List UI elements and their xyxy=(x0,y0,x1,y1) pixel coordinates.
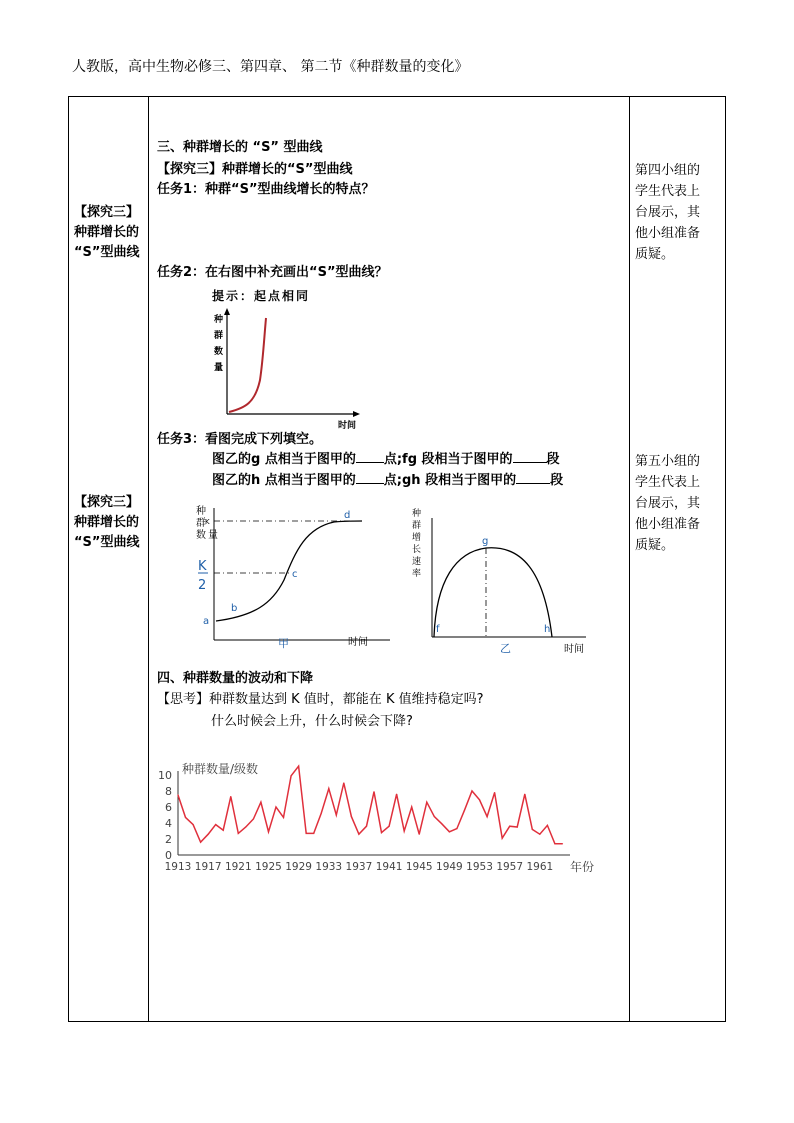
data-point xyxy=(396,794,397,795)
x-tick-label: 1953 xyxy=(466,861,493,873)
x-tick-label: 1933 xyxy=(315,861,343,873)
section-label-1: 【探究三】 种群增长的 “S”型曲线 xyxy=(74,205,140,260)
data-point xyxy=(177,794,178,795)
data-point xyxy=(313,833,314,834)
growth-rate-curve xyxy=(434,548,552,637)
series-line xyxy=(178,766,563,844)
figure-jia xyxy=(194,500,400,656)
data-point xyxy=(456,828,457,829)
y-tick-label: 4 xyxy=(165,817,172,830)
x-tick-label: 1937 xyxy=(345,861,373,873)
data-point xyxy=(306,833,307,834)
point-d: d xyxy=(344,510,351,521)
data-point xyxy=(223,830,224,831)
y-label-char: 群 xyxy=(196,518,206,529)
data-point xyxy=(381,832,382,833)
x-tick-label: 1961 xyxy=(526,861,554,873)
column-divider xyxy=(148,97,149,1021)
data-point xyxy=(358,834,359,835)
think-line-1: 【思考】种群数量达到 K 值时，都能在 K 值维持稳定吗? xyxy=(157,692,484,707)
y-label-char: 种 xyxy=(214,315,224,325)
x-label: 时间 xyxy=(348,637,368,648)
y-label-char: 数 xyxy=(196,530,206,541)
data-point xyxy=(494,792,495,793)
x-tick-label: 1949 xyxy=(436,861,463,873)
data-point xyxy=(343,782,344,783)
blank-field[interactable] xyxy=(516,483,550,484)
x-axis-label: 年份 xyxy=(570,860,595,874)
data-point xyxy=(547,825,548,826)
task1-text: 任务1：种群“S”型曲线增长的特点？ xyxy=(157,182,375,197)
data-point xyxy=(200,842,201,843)
data-point xyxy=(253,818,254,819)
hint-text: 提示：起点相同 xyxy=(212,289,311,303)
point-a: a xyxy=(203,616,210,627)
data-point xyxy=(245,826,246,827)
s-curve xyxy=(216,521,362,621)
data-point xyxy=(411,806,412,807)
inquiry-title: 【探究三】种群增长的“S”型曲线 xyxy=(157,162,353,177)
x-tick-label: 1913 xyxy=(164,861,192,873)
k-half-denominator: 2 xyxy=(198,578,207,593)
y-tick-label: 8 xyxy=(165,785,172,798)
fill-line-2: 图乙的h 点相当于图甲的 点;gh 段相当于图甲的 段 xyxy=(212,473,564,488)
data-point xyxy=(290,775,291,776)
section4-title: 四、种群数量的波动和下降 xyxy=(157,671,314,686)
y-label-char: 群 xyxy=(412,521,422,531)
k-tick-label: K xyxy=(205,518,210,526)
data-point xyxy=(486,816,487,817)
data-point xyxy=(479,799,480,800)
group-note-2: 第五小组的 学生代表上 台展示，其 他小组准备 质疑。 xyxy=(635,454,701,553)
data-point xyxy=(275,806,276,807)
data-point xyxy=(336,814,337,815)
section-label-2: 【探究三】 种群增长的 “S”型曲线 xyxy=(74,495,140,550)
data-point xyxy=(532,829,533,830)
data-point xyxy=(283,817,284,818)
data-point xyxy=(502,838,503,839)
x-tick-label: 1917 xyxy=(194,861,222,873)
y-label-char: 群 xyxy=(214,331,224,341)
data-point xyxy=(268,831,269,832)
chart-title: 种群数量/级数 xyxy=(182,762,259,776)
population-fluctuation-chart xyxy=(150,756,600,878)
data-point xyxy=(419,834,420,835)
data-point xyxy=(562,843,563,844)
data-point xyxy=(449,831,450,832)
figure-caption-jia: 甲 xyxy=(278,637,289,650)
x-tick-labels xyxy=(165,861,554,873)
data-point xyxy=(208,834,209,835)
j-curve xyxy=(229,318,266,412)
point-g: g xyxy=(482,536,489,547)
y-tick-label: 2 xyxy=(165,833,172,846)
point-h: h xyxy=(544,624,551,635)
data-point xyxy=(404,830,405,831)
column-divider xyxy=(629,97,630,1021)
data-point xyxy=(260,802,261,803)
data-point xyxy=(464,810,465,811)
x-label: 时间 xyxy=(338,421,357,430)
group-note-1: 第四小组的 学生代表上 台展示，其 他小组准备 质疑。 xyxy=(635,163,701,262)
document-header: 人教版，高中生物必修三、第四章、 第二节《种群数量的变化》 xyxy=(72,59,469,75)
x-axis-arrow xyxy=(353,411,360,417)
task3-text: 任务3：看图完成下列填空。 xyxy=(157,432,323,447)
y-label-char: 速 xyxy=(412,557,422,567)
y-label-char: 数 xyxy=(214,347,224,357)
think-line-2: 什么时候会上升，什么时候会下降? xyxy=(211,714,413,729)
y-label-char: 量 xyxy=(208,530,218,541)
y-tick-label: 0 xyxy=(165,849,172,862)
x-tick-label: 1945 xyxy=(405,861,433,873)
data-point xyxy=(539,834,540,835)
point-f: f xyxy=(436,624,440,635)
x-tick-label: 1941 xyxy=(375,861,403,873)
data-point xyxy=(366,826,367,827)
y-tick-label: 6 xyxy=(165,801,172,814)
data-point xyxy=(426,802,427,803)
x-tick-label: 1957 xyxy=(496,861,524,873)
point-c: c xyxy=(292,569,298,580)
data-point xyxy=(524,794,525,795)
y-tick-label: 10 xyxy=(158,769,172,782)
data-point xyxy=(185,817,186,818)
y-label-char: 种 xyxy=(412,509,422,519)
data-point xyxy=(517,826,518,827)
fill-line-1: 图乙的g 点相当于图甲的 点;fg 段相当于图甲的 段 xyxy=(212,452,560,467)
y-label-char: 率 xyxy=(412,569,422,579)
data-point xyxy=(471,790,472,791)
figure-caption-yi: 乙 xyxy=(500,642,511,655)
y-label-char: 量 xyxy=(214,363,224,373)
data-point xyxy=(238,833,239,834)
data-point xyxy=(434,816,435,817)
figure-yi xyxy=(406,500,592,656)
blank-field[interactable] xyxy=(513,462,547,463)
data-point xyxy=(351,816,352,817)
section3-title: 三、种群增长的 “S” 型曲线 xyxy=(157,140,323,155)
y-tick-labels xyxy=(158,769,172,862)
blank-field[interactable] xyxy=(356,483,384,484)
data-point xyxy=(321,813,322,814)
task2-figure xyxy=(200,300,370,430)
y-label-char: 种 xyxy=(196,506,206,517)
data-point xyxy=(192,824,193,825)
data-point xyxy=(441,823,442,824)
data-point xyxy=(230,796,231,797)
x-label: 时间 xyxy=(564,644,584,655)
data-point xyxy=(509,826,510,827)
y-label-char: 增 xyxy=(412,533,422,543)
x-tick-label: 1925 xyxy=(255,861,282,873)
x-tick-label: 1929 xyxy=(285,861,312,873)
data-point xyxy=(215,824,216,825)
data-point xyxy=(554,843,555,844)
y-label-char: 长 xyxy=(412,545,422,555)
data-point xyxy=(373,791,374,792)
data-point xyxy=(328,788,329,789)
data-point xyxy=(388,826,389,827)
y-axis-arrow xyxy=(224,308,230,315)
task2-text: 任务2：在右图中补充画出“S”型曲线？ xyxy=(157,265,388,280)
x-tick-label: 1921 xyxy=(224,861,252,873)
chart-axes xyxy=(178,771,570,855)
blank-field[interactable] xyxy=(356,462,384,463)
data-point xyxy=(298,766,299,767)
point-b: b xyxy=(231,603,238,614)
k-half-numerator: K xyxy=(198,559,207,574)
